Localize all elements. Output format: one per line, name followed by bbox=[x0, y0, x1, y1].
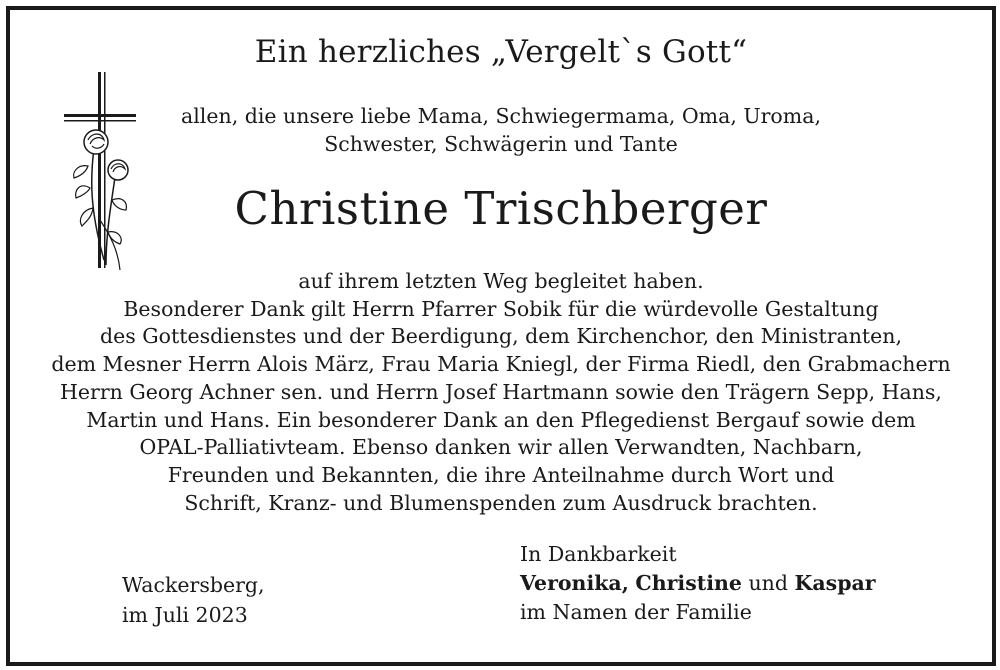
thanks-line: dem Mesner Herrn Alois März, Frau Maria Kniegl, der Firma Riedl, den Grabmachern bbox=[51, 352, 951, 377]
signature-intro: In Dankbarkeit bbox=[520, 542, 677, 566]
thanks-line: Herrn Georg Achner sen. und Herrn Josef Hartmann sowie den Trägern Sepp, Hans, bbox=[60, 379, 942, 404]
intro-text bbox=[10, 102, 992, 158]
thanks-line: Martin und Hans. Ein besonderer Dank an den Pflegedienst Bergauf sowie dem bbox=[86, 407, 916, 432]
signature-names bbox=[520, 569, 876, 598]
intro-line: Schwester, Schwägerin und Tante bbox=[324, 132, 678, 156]
thanks-text bbox=[10, 268, 992, 517]
place-and-date bbox=[122, 570, 265, 630]
place-city: Wackersberg, bbox=[122, 573, 265, 597]
thanks-line: Besonderer Dank gilt Herrn Pfarrer Sobik für die würdevolle Gestaltung bbox=[123, 296, 879, 321]
signature-family: im Namen der Familie bbox=[520, 600, 752, 624]
notice-heading: Ein herzliches „Vergelt`s Gott“ bbox=[254, 34, 748, 70]
signature-name-christine: Christine bbox=[635, 571, 742, 595]
thanks-line: Freunden und Bekannten, die ihre Anteilnahme durch Wort und bbox=[167, 462, 835, 487]
signature-connector: und bbox=[748, 571, 789, 595]
thanks-line: auf ihrem letzten Weg begleitet haben. bbox=[298, 269, 704, 293]
obituary-notice bbox=[6, 6, 996, 666]
thanks-line: OPAL-Palliativteam. Ebenso danken wir allen Verwandten, Nachbarn, bbox=[139, 435, 863, 460]
place-date: im Juli 2023 bbox=[122, 603, 248, 627]
thanks-line: des Gottesdienstes und der Beerdigung, dem Kirchenchor, den Ministranten, bbox=[99, 324, 903, 349]
deceased-name: Christine Trischberger bbox=[234, 182, 768, 235]
signature-name-veronika: Veronika, bbox=[520, 571, 629, 595]
thanks-line: Schrift, Kranz- und Blumenspenden zum Ausdruck brachten. bbox=[184, 490, 818, 515]
intro-line: allen, die unsere liebe Mama, Schwiegermama, Oma, Uroma, bbox=[181, 104, 821, 128]
signature-block bbox=[520, 540, 876, 627]
signature-name-kaspar: Kaspar bbox=[794, 571, 876, 595]
